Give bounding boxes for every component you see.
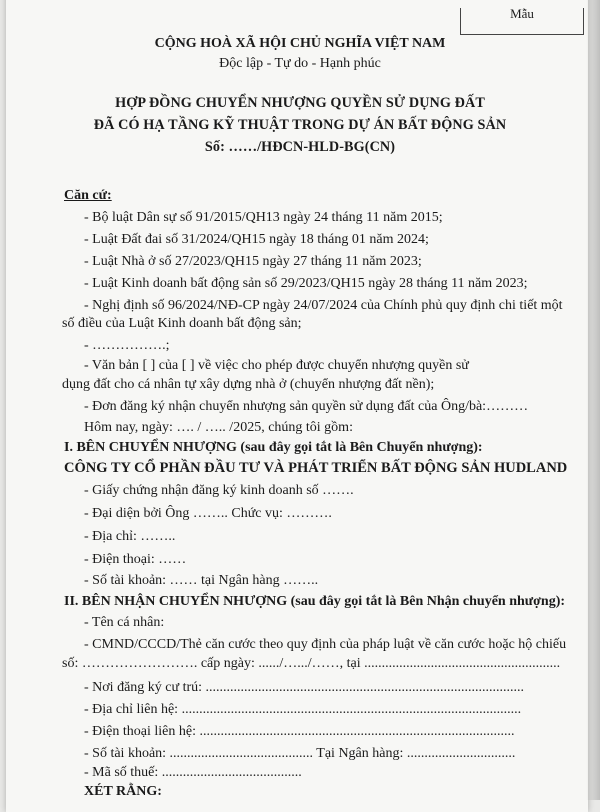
contract-title-line2: ĐÃ CÓ HẠ TẦNG KỸ THUẬT TRONG DỰ ÁN BẤT ĐỘNG SẢN: [93, 117, 507, 133]
template-label: Mẫu: [510, 6, 534, 21]
template-label-box: [460, 8, 584, 35]
basis-item-continued: số điều của Luật Kinh doanh bất động sản;: [62, 316, 302, 331]
party1-field: - Đại diện bởi Ông …….. Chức vụ: ……….: [84, 506, 332, 521]
party1-field: - Giấy chứng nhận đăng ký kinh doanh số …….: [84, 483, 354, 498]
party2-field: - Điện thoại liên hệ: ..........................................................................................: [84, 724, 515, 739]
party1-field: - Số tài khoản: …… tại Ngân hàng ……..: [84, 573, 319, 588]
party2-field: - Địa chỉ liên hệ: .................................................................................................: [84, 702, 522, 717]
basis-item: - Đơn đăng ký nhận chuyển nhượng sản quyền sử dụng đất của Ông/bà:………: [84, 399, 529, 414]
basis-item: - Bộ luật Dân sự số 91/2015/QH13 ngày 24 tháng 11 năm 2015;: [84, 210, 443, 225]
basis-item: - …………….;: [84, 338, 170, 353]
contract-title-line1: HỢP ĐỒNG CHUYỂN NHƯỢNG QUYỀN SỬ DỤNG ĐẤT: [115, 95, 485, 111]
party2-heading: II. BÊN NHẬN CHUYỂN NHƯỢNG (sau đây gọi tắt là Bên Nhận chuyển nhượng):: [64, 594, 566, 609]
party1-heading: I. BÊN CHUYỂN NHƯỢNG (sau đây gọi tắt là Bên Chuyển nhượng):: [64, 440, 483, 455]
whereas-heading: XÉT RẰNG:: [84, 784, 162, 799]
republic-heading: CỘNG HOÀ XÃ HỘI CHỦ NGHĨA VIỆT NAM: [154, 36, 446, 51]
party2-field: - CMND/CCCD/Thẻ căn cước theo quy định của pháp luật về căn cước hoặc hộ chiếu: [84, 637, 567, 652]
party1-field: - Địa chỉ: ……..: [84, 529, 176, 544]
basis-item: - Luật Đất đai số 31/2024/QH15 ngày 18 tháng 01 năm 2024;: [84, 232, 429, 247]
party2-field-continued: số: ……………………. cấp ngày: ....../….../……, tại ........................................................: [62, 656, 561, 671]
meeting-date: Hôm nay, ngày: …. / ….. /2025, chúng tôi gồm:: [84, 420, 353, 435]
party1-company-name: CÔNG TY CỔ PHẦN ĐẦU TƯ VÀ PHÁT TRIỂN BẤT ĐỘNG SẢN HUDLAND: [64, 460, 568, 476]
basis-item: - Văn bản [ ] của [ ] về việc cho phép được chuyển nhượng quyền sử: [84, 358, 469, 373]
basis-item: - Luật Kinh doanh bất động sản số 29/2023/QH15 ngày 28 tháng 11 năm 2023;: [84, 276, 528, 291]
page-edge-shadow: [586, 0, 600, 800]
party2-field: - Số tài khoản: ......................................... Tại Ngân hàng: ...............................: [84, 746, 516, 761]
contract-number: Số: ……/HĐCN-HLD-BG(CN): [204, 139, 396, 155]
party1-field: - Điện thoại: ……: [84, 552, 187, 567]
basis-item: - Luật Nhà ở số 27/2023/QH15 ngày 27 tháng 11 năm 2023;: [84, 254, 422, 269]
basis-item-continued: dụng đất cho cá nhân tự xây dựng nhà ở (chuyển nhượng đất nền);: [62, 377, 435, 392]
basis-label: Căn cứ:: [64, 188, 112, 203]
party2-field: - Nơi đăng ký cư trú: ...........................................................................................: [84, 680, 525, 695]
motto: Độc lập - Tự do - Hạnh phúc: [219, 56, 381, 71]
party2-field: - Mã số thuế: ........................................: [84, 765, 302, 780]
party2-field: - Tên cá nhân:: [84, 615, 165, 630]
basis-item: - Nghị định số 96/2024/NĐ-CP ngày 24/07/2024 của Chính phủ quy định chi tiết một: [84, 298, 563, 313]
